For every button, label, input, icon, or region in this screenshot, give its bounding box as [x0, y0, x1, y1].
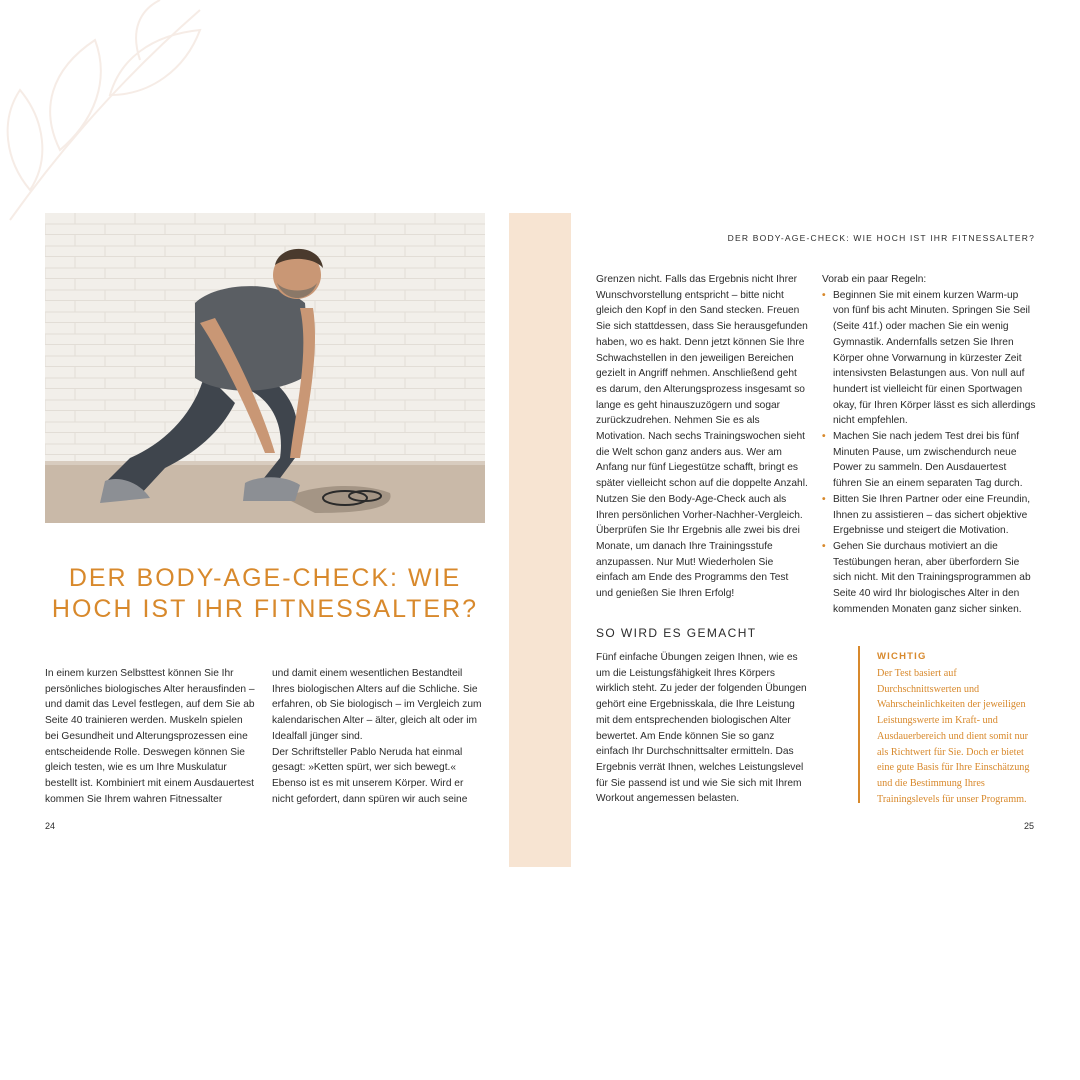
exercise-photo	[45, 213, 485, 523]
note-label: WICHTIG	[877, 651, 927, 662]
chapter-title: DER BODY-AGE-CHECK: WIE HOCH IST IHR FITNESSALTER?	[51, 564, 479, 623]
rules-list-item: • Machen Sie nach jedem Test drei bis fünf Minuten Pause, um zwischendurch neue Power zu sammeln. Den Ausdauertest führen Sie an einem separaten Tag durch.	[822, 431, 1023, 490]
rules-list-item: • Gehen Sie durchaus motiviert an die Testübungen heran, aber überfordern Sie sich nicht. Mit den Trainingsprogrammen ab Seite 40 wird Ihr biologisches Alter in den kommenden Monaten ganz sicher sinken.	[822, 540, 1031, 615]
left-body-column-1	[45, 666, 257, 807]
page-spine-band	[509, 213, 571, 867]
note-accent-bar	[858, 646, 860, 803]
running-head: DER BODY-AGE-CHECK: WIE HOCH IST IHR FITNESSALTER?	[727, 233, 1035, 243]
page-number-right: 25	[1024, 821, 1035, 831]
note-text: Der Test basiert auf Durchschnittswerten und Wahrscheinlichkeiten der jeweiligen Leistungswerte im Kraft- und Ausdauerbereich und dient somit nur als Richtwert für Sie. Doch er bietet eine gute Basis für Ihre Einschätzung und die Bestimmung Ihres Trainingslevels für unser Programm.	[877, 668, 1030, 805]
body-paragraph: Fünf einfache Übungen zeigen Ihnen, wie es um die Leistungsfähigkeit Ihres Körpers wirklich steht. Zu jeder der folgenden Übungen gehört eine Ergebnisskala, die Ihre Leistung mit dem entsprechenden biologischen Alter bewertet. Am Ende können Sie so ganz einfach Ihr Durchschnittsalter ermitteln. Das Ergebnis verrät Ihnen, welches Leistungslevel für Sie passend ist und wie Sie sich mit Ihrem Workout angemessen belasten.	[596, 652, 807, 805]
bullet-icon: •	[822, 540, 826, 552]
body-paragraph: Der Schriftsteller Pablo Neruda hat einmal gesagt: »Ketten spürt, wer sich bewegt.« Ebenso ist es mit unserem Körper. Wird er nicht gefordert, dann spüren wir auch seine	[272, 746, 468, 805]
bullet-icon: •	[822, 289, 826, 301]
bullet-icon: •	[822, 493, 826, 505]
rules-intro: Vorab ein paar Regeln:	[822, 274, 927, 285]
body-paragraph: und damit einem wesentlichen Bestandteil Ihres biologischen Alters auf die Schliche. Sie erfahren, ob Sie biologisch – im Vergleich zum kalendarischen Alter – älter, gleich alt oder im Idealfall jünger sind.	[272, 668, 482, 742]
body-paragraph: In einem kurzen Selbsttest können Sie Ihr persönliches biologisches Alter herausfinden – und damit das Level festlegen, auf dem Sie ab Seite 40 trainieren werden. Muskeln spielen bei Gesundheit und Alterungsprozessen eine entscheidende Rolle. Deswegen können Sie gleich testen, wie es um Ihre Muskulatur bestellt ist. Kombiniert mit einem Ausdauertest kommen Sie Ihrem wahren Fitnessalter	[45, 668, 255, 805]
rules-list	[822, 288, 1036, 618]
section-heading: SO WIRD ES GEMACHT	[596, 626, 757, 640]
bullet-icon: •	[822, 431, 826, 443]
left-body-column-2	[272, 666, 486, 807]
page-number-left: 24	[45, 821, 56, 831]
leaf-watermark	[0, 0, 240, 230]
body-paragraph: Grenzen nicht. Falls das Ergebnis nicht Ihrer Wunschvorstellung entspricht – bitte nicht gleich den Kopf in den Sand stecken. Freuen Sie sich stattdessen, dass Sie herausgefunden haben, wo es hakt. Denn jetzt können Sie Ihre Schwachstellen in den jeweiligen Bereichen gezielt in Angriff nehmen. Anschließend geht es darum, den Alterungsprozess insgesamt so lange es geht hinauszuzögern und sogar zurückzudrehen. Nehmen Sie es als Motivation. Nach sechs Trainingswochen sieht die Welt schon ganz anders aus. Wer am Anfang nur fünf Liegestütze schafft, bringt es später vielleicht schon auf die doppelte Anzahl. Nutzen Sie den Body-Age-Check auch als Ihren persönlichen Vorher-Nachher-Vergleich. Überprüfen Sie Ihr Ergebnis alle zwei bis drei Monate, um danach Ihre Trainingsstufe anzupassen. Nur Mut! Wiederholen Sie einfach am Ende des Programms den Test und genießen Sie Ihren Erfolg!	[596, 274, 808, 600]
rules-list-item: • Bitten Sie Ihren Partner oder eine Freundin, Ihnen zu assistieren – das sichert objektive Ergebnisse und steigert die Motivation.	[822, 493, 1031, 537]
right-body-column-1	[596, 272, 808, 602]
rules-list-item: • Beginnen Sie mit einem kurzen Warm-up von fünf bis acht Minuten. Springen Sie Seil (Seite 41f.) oder machen Sie ein wenig Gymnastik. Andernfalls setzen Sie Ihren Körper ohne Vorwarnung in kürzester Zeit intensivsten Belastungen aus. Von null auf hundert ist vielleicht für einen Sportwagen okay, für Ihren Körper lässt es sich allerdings nicht empfehlen.	[822, 289, 1036, 427]
rules-column	[822, 272, 1036, 617]
howto-column	[596, 650, 808, 807]
